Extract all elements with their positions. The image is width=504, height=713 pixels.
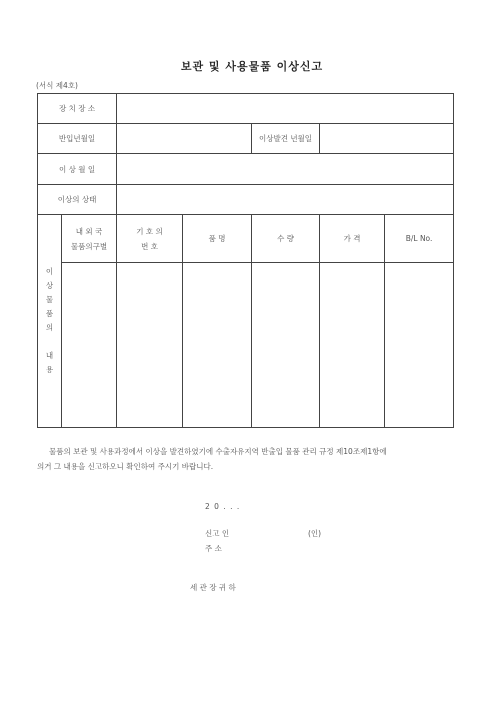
section-char: 물 <box>45 295 54 304</box>
row-content-body <box>38 263 454 428</box>
report-date: 2 0 . . . <box>205 502 241 511</box>
section-gap <box>38 335 61 349</box>
section-char: 의 <box>45 323 54 332</box>
content-goods-type-field[interactable] <box>62 263 117 428</box>
anomaly-status-label: 이상의 상태 <box>38 185 117 215</box>
row-anomaly-date <box>38 154 454 185</box>
section-char: 이 <box>45 267 54 276</box>
declaration-line-1: 물품의 보관 및 사용과정에서 이상을 발견하였기에 수출자유지역 반출입 물품 관리 규정 제10조제1항에 <box>49 447 387 456</box>
content-mark-number-field[interactable] <box>117 263 183 428</box>
col-header-item-name: 품 명 <box>183 215 252 263</box>
page-title: 보관 및 사용물품 이상신고 <box>180 60 324 73</box>
col-header-mark-number <box>117 215 183 263</box>
col-header-line: 물품의구별 <box>70 241 108 251</box>
import-date-label: 반입년월일 <box>38 124 117 154</box>
report-table <box>37 93 454 428</box>
col-header-goods-type <box>62 215 117 263</box>
content-price-field[interactable] <box>320 263 385 428</box>
section-char: 내 <box>45 351 54 360</box>
report-table-wrapper <box>37 93 453 427</box>
section-char: 용 <box>45 365 54 374</box>
reporter-label: 신고 인 <box>205 529 230 538</box>
row-anomaly-status <box>38 185 454 215</box>
section-char: 상 <box>45 281 54 290</box>
col-header-line: 번 호 <box>141 241 158 251</box>
col-header-line: 내 외 국 <box>75 226 103 236</box>
form-number: (서식 제4호) <box>36 81 78 90</box>
row-storage-location <box>38 94 454 124</box>
address-label: 주 소 <box>205 544 222 553</box>
content-item-name-field[interactable] <box>183 263 252 428</box>
discovery-date-label: 이상발견 년월일 <box>252 124 320 154</box>
content-bl-no-field[interactable] <box>385 263 454 428</box>
declaration-text <box>37 444 457 474</box>
anomaly-date-label: 이 상 월 일 <box>38 154 117 185</box>
anomaly-status-field[interactable] <box>117 185 454 215</box>
col-header-price: 가 격 <box>320 215 385 263</box>
discovery-date-field[interactable] <box>320 124 454 154</box>
seal-mark: (인) <box>308 529 322 538</box>
content-quantity-field[interactable] <box>252 263 320 428</box>
import-date-field[interactable] <box>117 124 252 154</box>
addressee: 세 관 장 귀 하 <box>190 583 236 592</box>
col-header-line: 기 호 의 <box>136 226 163 236</box>
col-header-bl-no: B/L No. <box>385 215 454 263</box>
storage-location-field[interactable] <box>117 94 454 124</box>
row-column-headers <box>38 215 454 263</box>
storage-location-label: 장 치 장 소 <box>38 94 117 124</box>
anomaly-content-section-label <box>38 215 62 428</box>
anomaly-date-field[interactable] <box>117 154 454 185</box>
row-dates <box>38 124 454 154</box>
declaration-line-2: 의거 그 내용을 신고하오니 확인하여 주시기 바랍니다. <box>37 462 214 471</box>
section-char: 품 <box>45 309 54 318</box>
col-header-quantity: 수 량 <box>252 215 320 263</box>
